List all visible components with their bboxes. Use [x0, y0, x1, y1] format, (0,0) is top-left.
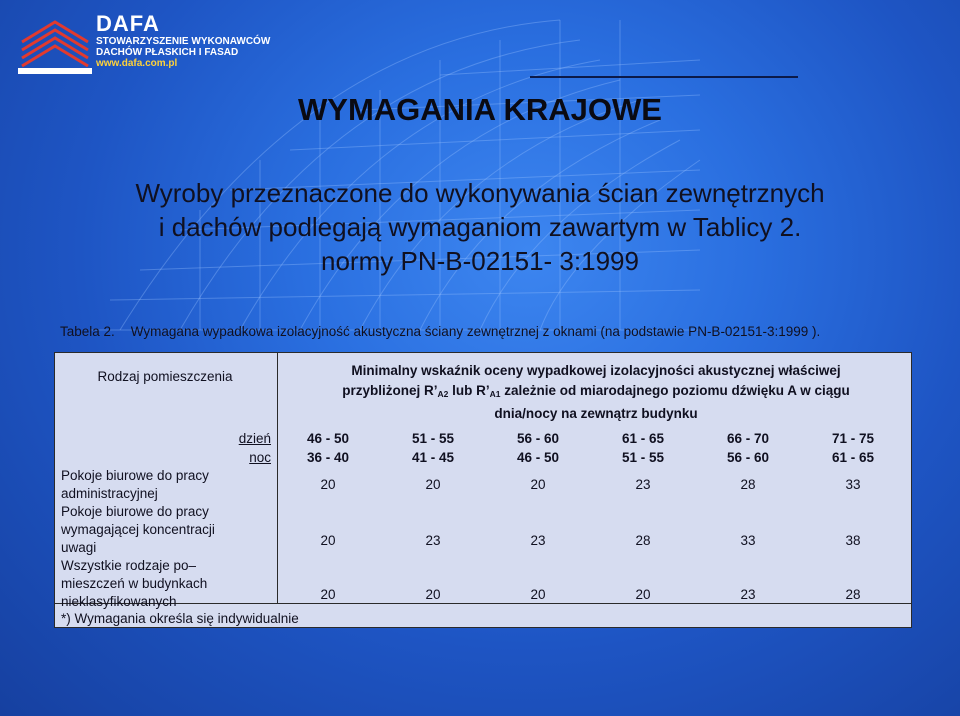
logo-url: www.dafa.com.pl	[96, 58, 178, 69]
day-range: 56 - 60	[516, 431, 560, 446]
header-sub-a2: A2	[437, 389, 449, 399]
room-type-line: uwagi	[61, 540, 97, 555]
table-cell: 20	[530, 477, 546, 492]
table-cell: 28	[635, 533, 651, 548]
header-text-a: przybliżonej R’	[342, 383, 438, 398]
header-sub-a1: A1	[489, 389, 501, 399]
subtitle-line-1: Wyroby przeznaczone do wykonywania ścian zewnętrznych	[135, 178, 825, 208]
requirements-table	[54, 352, 912, 628]
room-type-line: nieklasyfikowanych	[61, 594, 177, 609]
table-caption	[60, 324, 820, 339]
table-cell: 20	[320, 533, 336, 548]
night-range: 56 - 60	[726, 450, 770, 465]
logo-subtitle-2: DACHÓW PŁASKICH I FASAD	[96, 47, 239, 58]
room-type-name	[61, 467, 279, 503]
subtitle-line-2: i dachów podlegają wymaganiom zawartym w Tablicy 2.	[158, 212, 802, 242]
header-room-type: Rodzaj pomieszczenia	[97, 369, 233, 384]
table-cell: 20	[425, 477, 441, 492]
logo-subtitle-1: STOWARZYSZENIE WYKONAWCÓW	[96, 36, 271, 47]
table-cell: 20	[320, 587, 336, 602]
header-requirement-line-2	[281, 381, 911, 404]
day-range: 61 - 65	[621, 431, 665, 446]
night-range: 51 - 55	[621, 450, 665, 465]
day-range: 71 - 75	[831, 431, 875, 446]
room-type-name	[61, 557, 279, 611]
room-type-line: Pokoje biurowe do pracy	[61, 504, 209, 519]
header-requirement-line-1: Minimalny wskaźnik oceny wypadkowej izolacyjności akustycznej właściwej	[351, 363, 841, 378]
night-range: 41 - 45	[411, 450, 455, 465]
table-cell: 20	[635, 587, 651, 602]
table-cell: 23	[635, 477, 651, 492]
table-footnote: *) Wymagania określa się indywidualnie	[61, 611, 299, 626]
night-range: 61 - 65	[831, 450, 875, 465]
table-cell: 33	[845, 477, 861, 492]
header-text-c: zależnie od miarodajnego poziomu dźwięku A w ciągu	[500, 383, 850, 398]
table-cell: 28	[845, 587, 861, 602]
room-type-name	[61, 503, 279, 557]
table-cell: 33	[740, 533, 756, 548]
room-type-line: administracyjnej	[61, 486, 158, 501]
table-cell: 23	[740, 587, 756, 602]
table-cell: 20	[530, 587, 546, 602]
day-range: 46 - 50	[306, 431, 350, 446]
header-rule	[530, 76, 798, 78]
logo-text	[96, 12, 270, 70]
table-cell: 28	[740, 477, 756, 492]
subtitle-line-3: normy PN-B-02151- 3:1999	[321, 246, 639, 276]
room-type-line: mieszczeń w budynkach	[61, 576, 208, 591]
day-range: 66 - 70	[726, 431, 770, 446]
header-requirement-line-3: dnia/nocy na zewnątrz budynku	[494, 406, 698, 421]
table-caption-label: Tabela 2.	[60, 324, 115, 339]
night-range: 36 - 40	[306, 450, 350, 465]
day-label: dzień	[238, 431, 271, 446]
table-cell: 23	[425, 533, 441, 548]
table-cell: 23	[530, 533, 546, 548]
header-text-b: lub R’	[448, 383, 490, 398]
table-cell: 38	[845, 533, 861, 548]
room-type-line: wymagającej koncentracji	[61, 522, 215, 537]
logo-name: DAFA	[96, 11, 160, 36]
room-type-line: Pokoje biurowe do pracy	[61, 468, 209, 483]
room-type-line: Wszystkie rodzaje po–	[61, 558, 197, 573]
slide-title: WYMAGANIA KRAJOWE	[298, 92, 662, 127]
header-requirement	[281, 361, 911, 424]
table-caption-text: Wymagana wypadkowa izolacyjność akustyczna ściany zewnętrznej z oknami (na podstawie PN-B-02151-3:1999 ).	[130, 324, 821, 339]
night-label: noc	[249, 450, 271, 465]
dafa-logo-icon	[16, 12, 94, 78]
day-range: 51 - 55	[411, 431, 455, 446]
night-range: 46 - 50	[516, 450, 560, 465]
slide-subtitle	[0, 176, 960, 278]
table-cell: 20	[425, 587, 441, 602]
table-cell: 20	[320, 477, 336, 492]
